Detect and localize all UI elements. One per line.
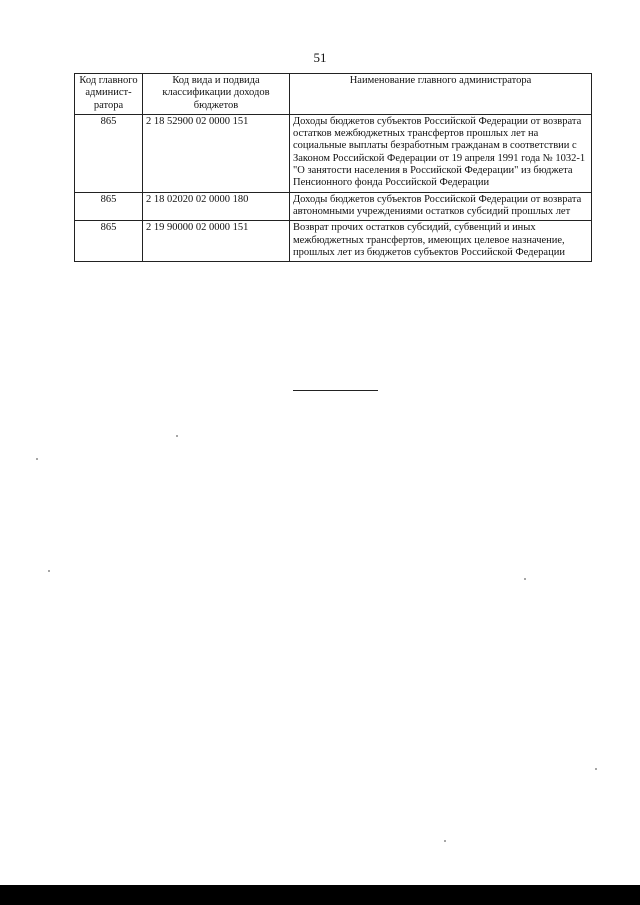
scan-speck	[48, 570, 50, 572]
table-header-row	[75, 74, 592, 115]
table-row	[75, 192, 592, 221]
scan-speck	[36, 458, 38, 460]
admin-code-cell: 865	[75, 114, 143, 192]
table-row	[75, 221, 592, 262]
revenue-code-cell: 2 18 02020 02 0000 180	[143, 192, 290, 221]
scan-speck	[444, 840, 446, 842]
admin-name-cell: Доходы бюджетов субъектов Российской Федерации от возврата остатков межбюджетных трансфертов прошлых лет на социальные выплаты безработным гражданам в соответствии с Законом Российской Федерации от 19 апреля 1991 года № 1032-1 "О занятости населения в Российской Федерации" из бюджета Пенсионного фонда Российской Федерации	[290, 114, 592, 192]
page-number: 51	[313, 50, 327, 65]
table-row	[75, 114, 592, 192]
scan-speck	[524, 578, 526, 580]
admin-name-cell: Доходы бюджетов субъектов Российской Федерации от возврата автономными учреждениями остатков субсидий прошлых лет	[290, 192, 592, 221]
header-revenue-code: Код вида и подвида классификации доходов бюджетов	[143, 74, 290, 115]
header-admin-name: Наименование главного администратора	[290, 74, 592, 115]
scan-speck	[595, 768, 597, 770]
end-of-section-rule	[293, 390, 378, 391]
scan-bottom-edge	[0, 885, 640, 905]
revenue-code-cell: 2 19 90000 02 0000 151	[143, 221, 290, 262]
admin-code-cell: 865	[75, 221, 143, 262]
header-admin-code: Код главного админист-ратора	[75, 74, 143, 115]
admin-code-cell: 865	[75, 192, 143, 221]
revenue-code-cell: 2 18 52900 02 0000 151	[143, 114, 290, 192]
scan-speck	[176, 435, 178, 437]
budget-revenue-table	[74, 73, 592, 262]
admin-name-cell: Возврат прочих остатков субсидий, субвенций и иных межбюджетных трансфертов, имеющих целевое назначение, прошлых лет из бюджетов субъектов Российской Федерации	[290, 221, 592, 262]
